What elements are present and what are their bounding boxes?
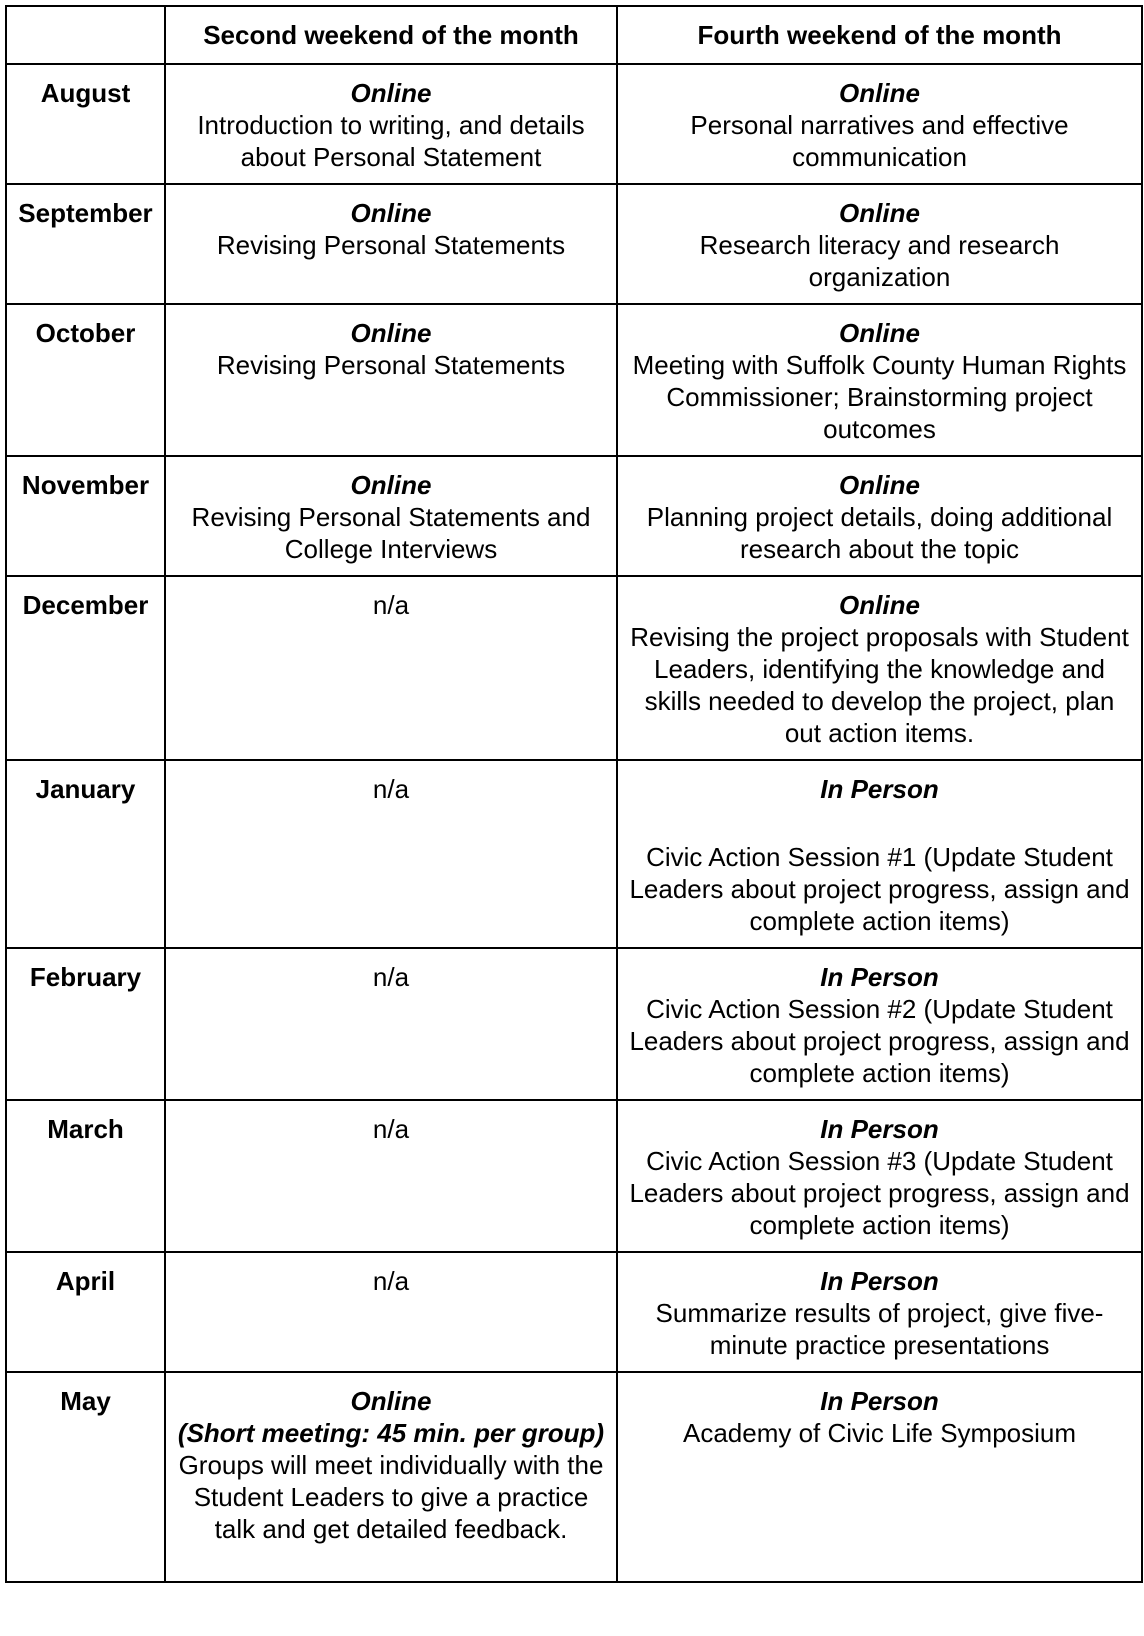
session-mode: Online xyxy=(350,78,432,108)
second-weekend-cell xyxy=(165,1252,617,1372)
fourth-weekend-cell xyxy=(617,304,1142,456)
session-description: Civic Action Session #1 (Update Student Leaders about project progress, assign and complete action items) xyxy=(629,842,1130,936)
session-description: Personal narratives and effective communication xyxy=(690,110,1069,172)
table-row xyxy=(6,304,1142,456)
session-mode: In Person xyxy=(820,1114,939,1144)
session-mode: Online xyxy=(350,470,432,500)
session-description: n/a xyxy=(372,1266,410,1296)
table-row xyxy=(6,760,1142,948)
session-mode: Online xyxy=(839,318,920,348)
session-mode: In Person xyxy=(820,1266,939,1296)
session-mode: In Person xyxy=(820,774,939,804)
session-description: Civic Action Session #3 (Update Student Leaders about project progress, assign and complete action items) xyxy=(629,1146,1130,1240)
month-cell: May xyxy=(6,1372,165,1582)
schedule-table xyxy=(5,5,1143,1583)
fourth-weekend-cell xyxy=(617,576,1142,760)
second-weekend-cell xyxy=(165,184,617,304)
session-description: Revising the project proposals with Student Leaders, identifying the knowledge and skills needed to develop the project, plan out action items. xyxy=(630,622,1129,748)
second-weekend-cell xyxy=(165,304,617,456)
table-row xyxy=(6,948,1142,1100)
session-description: Introduction to writing, and details about Personal Statement xyxy=(197,110,585,172)
session-note: (Short meeting: 45 min. per group) xyxy=(177,1418,605,1448)
fourth-weekend-cell xyxy=(617,1372,1142,1582)
second-weekend-cell xyxy=(165,1100,617,1252)
month-cell: January xyxy=(6,760,165,948)
session-description: Groups will meet individually with the Student Leaders to give a practice talk and get detailed feedback. xyxy=(178,1450,604,1544)
month-cell: March xyxy=(6,1100,165,1252)
month-cell: February xyxy=(6,948,165,1100)
fourth-weekend-cell xyxy=(617,760,1142,948)
session-mode: Online xyxy=(839,78,920,108)
header-row xyxy=(6,6,1142,64)
table-row xyxy=(6,1372,1142,1582)
session-description: n/a xyxy=(372,590,410,620)
session-mode: Online xyxy=(839,470,920,500)
month-cell: September xyxy=(6,184,165,304)
second-weekend-cell xyxy=(165,760,617,948)
table-row xyxy=(6,1252,1142,1372)
header-fourth-weekend: Fourth weekend of the month xyxy=(617,6,1142,64)
table-row xyxy=(6,576,1142,760)
fourth-weekend-cell xyxy=(617,1100,1142,1252)
session-description: Civic Action Session #2 (Update Student Leaders about project progress, assign and complete action items) xyxy=(629,994,1130,1088)
session-mode: Online xyxy=(350,318,432,348)
second-weekend-cell xyxy=(165,64,617,184)
table-row xyxy=(6,64,1142,184)
month-cell: December xyxy=(6,576,165,760)
month-cell: April xyxy=(6,1252,165,1372)
session-description: n/a xyxy=(372,1114,410,1144)
table-row xyxy=(6,184,1142,304)
session-description: Planning project details, doing additional research about the topic xyxy=(646,502,1113,564)
table-row xyxy=(6,456,1142,576)
session-description: Academy of Civic Life Symposium xyxy=(682,1418,1077,1448)
second-weekend-cell xyxy=(165,1372,617,1582)
fourth-weekend-cell xyxy=(617,456,1142,576)
session-mode: In Person xyxy=(820,962,939,992)
second-weekend-cell xyxy=(165,948,617,1100)
session-description: Summarize results of project, give five-minute practice presentations xyxy=(655,1298,1104,1360)
fourth-weekend-cell xyxy=(617,1252,1142,1372)
session-description: Revising Personal Statements and College Interviews xyxy=(191,502,591,564)
session-mode: Online xyxy=(839,590,920,620)
month-cell: August xyxy=(6,64,165,184)
session-description: n/a xyxy=(372,962,410,992)
second-weekend-cell xyxy=(165,576,617,760)
table-row xyxy=(6,1100,1142,1252)
fourth-weekend-cell xyxy=(617,64,1142,184)
fourth-weekend-cell xyxy=(617,948,1142,1100)
session-mode: Online xyxy=(350,198,432,228)
fourth-weekend-cell xyxy=(617,184,1142,304)
session-mode: In Person xyxy=(820,1386,939,1416)
session-description: Research literacy and research organization xyxy=(699,230,1060,292)
session-description: Revising Personal Statements xyxy=(216,230,566,260)
session-description: Meeting with Suffolk County Human Rights Commissioner; Brainstorming project outcomes xyxy=(632,350,1127,444)
header-corner xyxy=(6,6,165,64)
session-mode: Online xyxy=(350,1386,432,1416)
session-description: n/a xyxy=(372,774,410,804)
spacer xyxy=(628,805,1131,841)
header-second-weekend: Second weekend of the month xyxy=(165,6,617,64)
session-description: Revising Personal Statements xyxy=(216,350,566,380)
month-cell: November xyxy=(6,456,165,576)
session-mode: Online xyxy=(839,198,920,228)
month-cell: October xyxy=(6,304,165,456)
second-weekend-cell xyxy=(165,456,617,576)
